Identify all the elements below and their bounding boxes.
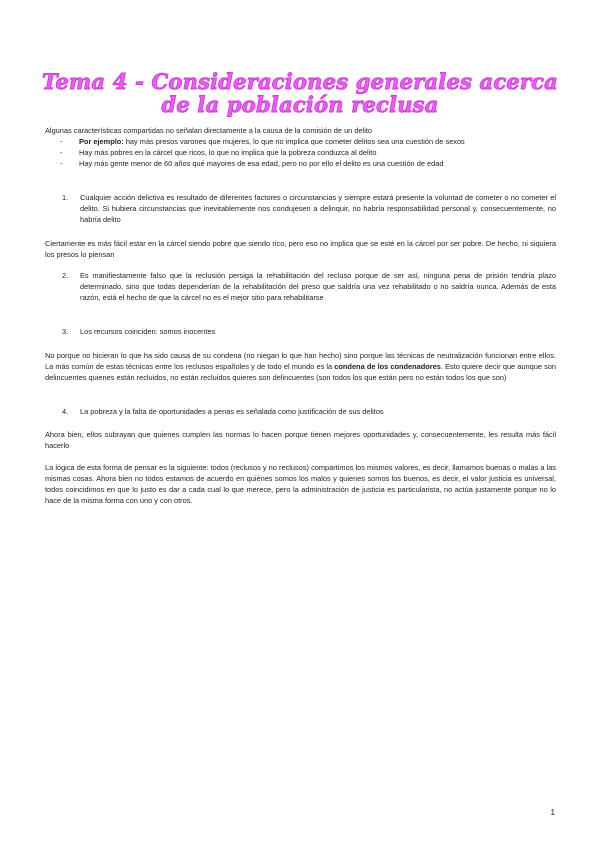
- paragraph: [45, 351, 556, 384]
- paragraph-text: . Esto quiere decir que aunque son delincuentes quienes están recluidos, no están recluidos quieres son delincuentes (son todos los que están pero no están todos los que son): [45, 361, 556, 382]
- item-text: Cualquier acción delictiva es resultado de diferentes factores o circunstancias y siempre estará presente la voluntad de cometer o no cometer el delito. Si hubiera circunstancias que inevitablemente nos condujesen a delinquir, no habría responsabilidad personal y, consecuentemente, no habría delito: [80, 193, 556, 224]
- paragraph-text: No porque no hicieran lo que ha sido causa de su condena (no niegan lo que han hecho) sino porque las técnicas de neutralización funcionan entre ellos. La más común de estas técnicas entre los reclusos españoles y de todo el mundo es la: [45, 351, 556, 371]
- list-item-text: hay más presos varones que mujeres, lo que no implica que cometer delitos sea una cuestión de sexos: [123, 137, 465, 146]
- item-number: 2.: [62, 271, 69, 280]
- intro-paragraph: Algunas características compartidas no señalan directamente a la causa de la comisión de un delito: [45, 126, 373, 135]
- list-item: [60, 137, 556, 148]
- paragraph: Ahora bien, ellos subrayan que quienes cumplen las normas lo hacen porque tienen mejores oportunidades y, consecuentemente, les resulta más fácil hacerlo: [45, 430, 556, 450]
- list-item-text: Hay más gente menor de 60 años qué mayores de esa edad, pero no por ello el delito es una cuestión de edad: [79, 158, 444, 168]
- item-text: Los recursos coinciden: somos inocentes: [80, 327, 216, 336]
- page-number: 1: [550, 808, 555, 817]
- list-item: [60, 148, 556, 159]
- bullet-list: [60, 137, 556, 170]
- item-number: 4.: [62, 407, 69, 416]
- bold-label: Por ejemplo:: [79, 137, 124, 146]
- bold-term: condena de los condenadores: [334, 361, 441, 371]
- numbered-item-3: [62, 327, 556, 338]
- item-number: 1.: [62, 193, 69, 202]
- page-title: Tema 4 - Consideraciones generales acerca de la población reclusa: [42, 69, 558, 117]
- list-item-text: Hay más pobres en la cárcel que ricos, lo que no implica que la pobreza conduzca al delito: [79, 147, 377, 157]
- list-item: [60, 159, 556, 170]
- paragraph: La lógica de esta forma de pensar es la siguiente: todos (reclusos y no reclusos) compartimos los mismos valores, es decir, llamamos buenas o malas a las mismas cosas. Ahora bien no todos estamos de acuerdo en quiénes somos los malos y quienes somos los buenos, es decir, el valor justicia es universal, todos coincidimos en que lo justo es dar a cada cual lo que merece, pero la administración de justicia es particularista, no actúa justamente porque no lo hace de la misma forma con uno y con otros.: [45, 463, 556, 505]
- paragraph: Ciertamente es más fácil estar en la cárcel siendo pobre que siendo rico, pero eso no implica que se esté en la cárcel por ser pobre. De hecho, ni siquiera los presos lo piensan: [45, 239, 556, 259]
- numbered-item-4: [62, 407, 556, 418]
- item-number: 3.: [62, 327, 69, 336]
- numbered-item-2: [62, 271, 556, 304]
- item-text: La pobreza y la falta de oportunidades a penas es señalada como justificación de sus delitos: [80, 407, 384, 416]
- numbered-item-1: [62, 193, 556, 226]
- item-text: Es manifiestamente falso que la reclusión persiga la rehabilitación del recluso porque de ser así, ninguna pena de prisión tendría plazo determinado, sino que todas dependerían de la rehabilitación del preso que saldría una vez rehabilitado o no saldría nunca. Además de esta razón, está el hecho de que la cárcel no es el mejor sitio para rehabilitarse: [80, 271, 556, 302]
